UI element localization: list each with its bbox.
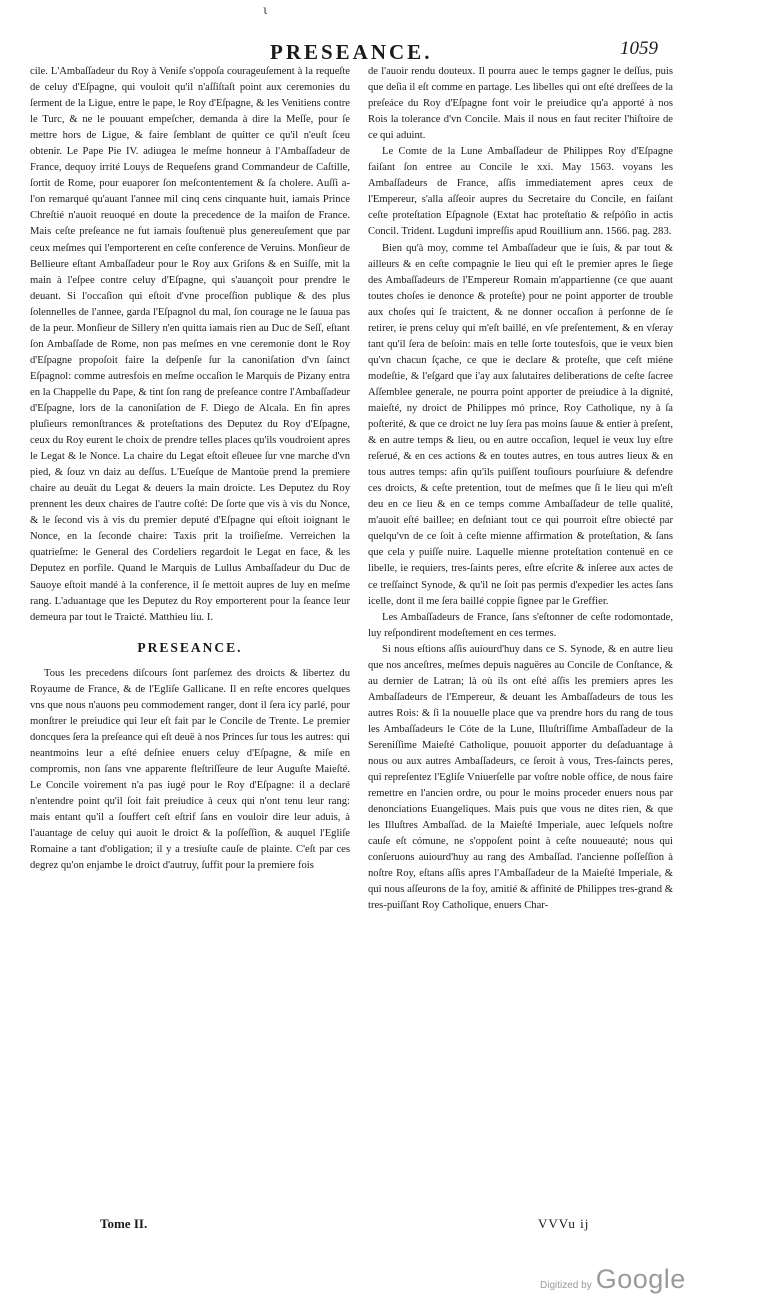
running-title: PRESEANCE. — [270, 40, 433, 64]
right-column — [368, 64, 673, 914]
right-paragraph-1: de l'auoir rendu douteux. Il pourra auec le temps gagner le deſſus, puis que deſia il eſt comme en partage. Les libelles qui ont eſté dreſſees de la preſeáce du Roy d'Eſpagne font voir le preiudice qu'a apporté à nos Rois la tolerance d'vn Concile. Mais il nous en faut reciter l'hiſtoire de ce qui aduint. — [368, 66, 673, 142]
section-title: PRESEANCE. — [137, 639, 243, 655]
page-mark: ι — [263, 3, 268, 17]
right-paragraph-3: Bien qu'à moy, comme tel Ambaſſadeur que ie ſuis, & par tout & ailleurs & en ceſte compagnie le lieu qui eſt le premier apres le ſiege des Ambaſſadeurs de l'Empereur Romain m'appartienne (ce que auant toutes choſes ie denonce & proteſte) pour ne point apporter de trouble aux choſes qui ſe traictent, & ne donner occaſion à perſonne de ſe retirer, ie prens celuy qui m'eſt baillé, en vſe preſentement, & en vſeray tant qu'il ſera de beſoin: mais en telle ſorte toutesfois, que ie veux bien qu'vn chacun ſçache, ce que ie declare & proteſte, que ceſt miéne modeſtie, & l'eſgard que i'ay aux ſalutaires deliberations de ceſte ſacree Aſſemblee generale, ne pourra point apporter de preiudice à la dignité, maieſté, ny droict de Philippes mó prince, Roy Catholique, ny à ſa poſterité, & que ce droict ne luy ſera pas moins ſauue & entier à preſent, & en autre temps & lieu, ou en autre occaſion, lequel ie veux luy eſtre reſerué, & en ces actions & en toutes autres, en tous autres lieux & en tous autres temps: afin qu'ils puiſſent touſiours pourſuiure & defendre ces droicts, & ceſte pretention, tout de meſmes que ſi le lieu qui m'eſt deu en ce lieu & en ce temps comme Ambaſſadeur de telle qualité, m'auoit eſté baillee; en deſniant tout ce qui pourroit eſtre obiecté par quelqu'vn de ce ſoit à ceſte mienne affirmation & proteſtation, & ſans que cela y puiſſe nuire. Laquelle mienne proteſtation contenuë en ce libelle, ie requiers, tres-ſaints peres, eſtre eſcrite & inſeree aux actes de ce treſſainct Synode, & qu'il ne ſoit pas permis d'expedier les actes ſans icelle, dont il me ſera baillé coppie ſignee par le Greffier. — [368, 242, 673, 607]
volume-label: Tome II. — [100, 1216, 148, 1231]
left-paragraph-1: cile. L'Ambaſſadeur du Roy à Veniſe s'oppoſa courageuſement à la requeſte de celuy d'Eſpagne, qui vouloit qu'il n'aſſiſtaſt point aux ceremonies du ſerment de la Ligue, entre le pape, le Roy d'Eſpagne, & les Venitiens contre le Turc, & ne le pouuant empeſcher, demanda à dire la Meſſe, pour ſe mettre hors de Ligue, & faire ſemblant de quitter ce qu'il n'euſt ſceu obtenir. Le Pape Pie IV. adiugea le meſme honneur à l'Ambaſſadeur de France, dequoy irrité Louys de Requeſens grand Commandeur de Caſtille, ſortit de Rome, pour euaporer ſon meſcontentement & ſa cholere. Auſſi a-l'on remarqué qu'auant l'annee mil cinq cens cinquante huit, iamais Prince Chreſtié n'auoit reuoqué en doute la precedence de la maiſon de France. Mais ceſte preſeance ne fut iamais ſouſtenuë plus genereuſement que par ceux meſmes qui l'emporterent en ceſte conference de Veruins. Monſieur de Bellieure eſtant Ambaſſadeur pour le Roy aux Griſons & en Suiſſe, mit la main à l'eſpee contre celuy d'Eſpagne, qui s'auançoit pour prendre le deuant. Si l'occaſion qui eſtoit d'vne proceſſion publique & des plus ſolennelles de l'annee, garda l'Eſpagnol du mal, ſon courage ne le ſauua pas de la peur. Monſieur de Sillery n'en quitta iamais rien au Duc de Seſſ, eſtant ſon Ambaſſade de Rome, non pas meſmes en vne ceremonie dont le Roy d'Eſpagne propoſoit faire la deſpenſe ſur la canoniſation d'vn ſainct Eſpagnol: comme autresfois en meſme occaſion le Marquis de Pizany entra en la Chappelle du Pape, & tint ſon rang de preſeance contre l'Ambaſſadeur d'Eſpagne, lors de la canoniſation de F. Diego de Alcala. En fin apres pluſieurs remonſtrances & proteſtations des Deputez du Roy d'Eſpagne, ceux du Roy eurent le choix de prendre telles places qu'ils voudroient apres le Legat & le Nonce. La chaire du Legat eſtoit eſleuee ſur vne marche d'vn pied, & ſouz vn daiz au deſſus. L'Eueſque de Mantoüe prend la premiere chaire au deuät du Legat & deuers la main droicte. Les Deputez du Roy prennent les deux chaires de l'autre coſté: De ſorte que vis à vis du Nonce, & le ſecond vis à vis du premier deputé d'Eſpagne qui eſtoit ioignant le Nonce, en la ſeconde chaire: Taxis prit la troiſieſme. Verreichen la quatrieſme: le General des Cordeliers regardoit le Legat en face, & les Deputez en porfile. Quand le Marquis de Lullus Ambaſſadeur du Duc de Sauoye eſtoit mandé à la conference, il ſe mettoit aupres de luy en meſme rang. L'aduantage que les Deputez du Roy emporterent pour la ſeance leur demeura par tout le Traicté. Matthieu liu. I. — [30, 66, 350, 623]
digitized-watermark — [540, 1264, 686, 1295]
signature-mark: VVVu ij — [538, 1216, 590, 1231]
left-paragraph-2: Tous les precedens diſcours ſont parſemez des droicts & libertez du Royaume de France, & de l'Egliſe Gallicane. Il en reſte encores quelques vns que nous n'auons peu commodement ranger, dont il ſera icy parlé, pour monſtrer le preiudice qui leur eſt fait par le Concile de Trente. Le premier doncques ſera la preſeance qui eſt deuë à nos Princes ſur tous les autres: qui neantmoins leur a eſté deſniee enuers celuy d'Eſpagne, & miſe en compromis, non ſans vne apparente fleſtriſſeure de leur Auguſte Maieſté. Le Concile voirement n'a pas iugé pour le Roy d'Eſpagne: il a declaré n'entendre point qu'il ſoit fait preiudice à ceux qui n'ont tenu leur rang: mais entant qu'il a ſouffert ceſt eſtrif ſans en vouloir dire leur aduis, à l'auantage de celuy qui auoit le droict & la poſſeſſion, & auquel l'Egliſe Romaine a tant d'obligation; il y a tresiuſte cauſe de plainte. C'eſt par ces degrez qu'on enjambe le droict d'autruy, ſuffit pour la premiere fois — [30, 667, 350, 872]
watermark-prefix: Digitized by — [540, 1280, 592, 1291]
right-paragraph-2: Le Comte de la Lune Ambaſſadeur de Philippes Roy d'Eſpagne faiſant ſon entree au Concile le xxi. May 1563. voyans les Ambaſſadeurs de France, aſſis immediatement apres ceux de l'Empereur, s'alla aſſeoir aupres du Secretaire du Concile, en faiſant ceſte proteſtation Eſpagnole (Extat hac proteſtatio & reſpóſio in actis Concil. Trident. Lugduni impreſſis apud Rouillium ann. 1566. pag. 283. — [368, 146, 673, 238]
right-paragraph-4: Les Ambaſſadeurs de France, ſans s'eſtonner de ceſte rodomontade, luy reſpondirent modeſtement en ces termes. — [368, 611, 673, 639]
right-paragraph-5: Si nous eſtions aſſis auiourd'huy dans ce S. Synode, & en autre lieu que nos anceſtres, meſmes depuis naguëres au Concile de Conſtance, & au dernier de Latran; là où ils ont eſté aſſis les premiers apres les Ambaſſadeurs de l'Empereur, & deuant les Ambaſſadeurs de tous les autres Rois: & ſi la nouuelle place que va prendre hors du rang de tous les Ambaſſadeurs le Cóte de la Lune, Illuſtriſſime Ambaſſadeur de la Sereniſſime Maieſté Catholique, pouuoit apporter du deſaduantage à nous ou aux autres Ambaſſadeurs, ce ſeroit à vous, Tres-ſaincts peres, qui repreſentez l'Egliſe Vniuerſelle par voſtre noble office, de nous faire remettre en l'ancien ordre, ou pour le moins proceder enuers nous par denonciations Euangeliques. Mais puis que vous ne dites rien, & que les Illuſtres Ambaſſad. de la Maieſté Imperiale, auec leſquels noſtre cauſe eſt cómune, ne s'oppoſent point à ceſte nouueauté; nous qui conſeruons auiourd'huy au rang des Ambaſſad. l'ancienne poſſeſſion à noſtre Roy, eſtans aſſis apres l'Ambaſſadeur de la Maieſté Imperiale, & qui nous aſſeurons de la foy, amitié & affinité de Philippes tres-grand & tres-puiſſant Roy Catholique, enuers Char- — [368, 643, 673, 912]
left-column — [30, 64, 350, 874]
page-number: 1059 — [620, 38, 658, 59]
google-logo: Google — [595, 1264, 686, 1294]
